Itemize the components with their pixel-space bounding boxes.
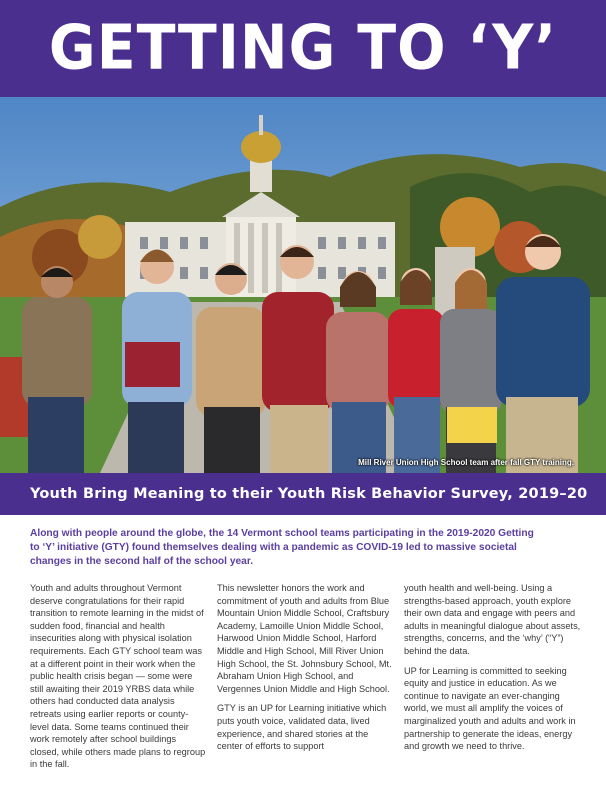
lede-paragraph: Along with people around the globe, the 14 Vermont school teams participating in the 2019-2020 Getting to ‘Y’ initiative (GTY) found themselves dealing with a pandemic as COVID-19 led to massive societal changes in the second half of the school year.	[30, 528, 534, 567]
body-column-1	[30, 582, 207, 778]
photo-caption: Mill River Union High School team after fall GTY training.	[358, 458, 574, 467]
body-paragraph: Youth and adults throughout Vermont deserve congratulations for their rapid transition to remote learning in the midst of sudden food, financial and health insecurities along with physical isolation requirements. Each GTY school team was at a different point in their work when the public health crisis began — some were still awaiting their 2019 YRBS data while others had conducted data analysis retreats using earlier reports or county-level data. Some teams continued their work remotely after school buildings closed, while others made plans to regroup in the fall.	[30, 583, 206, 770]
body-column-2	[217, 582, 394, 778]
newsletter-title: GETTING TO ‘Y’	[48, 12, 558, 84]
team-photo-illustration	[0, 97, 606, 473]
masthead	[0, 0, 606, 97]
subtitle-band	[0, 473, 606, 515]
body-paragraph: GTY is an UP for Learning initiative which puts youth voice, validated data, lived experience, and shared stories at the center of efforts to support	[217, 703, 387, 752]
article-subtitle: Youth Bring Meaning to their Youth Risk Behavior Survey, 2019–20	[30, 486, 588, 502]
body-column-3	[404, 582, 581, 778]
body-paragraph: youth health and well-being. Using a strengths-based approach, youth explore their own data and engage with peers and adults in meaningful dialogue about assets, strengths, concerns, and the ‘why’ (“Y”) behind the data.	[404, 583, 581, 656]
body-columns	[30, 582, 582, 778]
team-photo	[0, 97, 606, 473]
body-paragraph: UP for Learning is committed to seeking equity and justice in education. As we continue to navigate an ever-changing world, we must all amplify the voices of marginalized youth and adults and work in partnership to generate the ideas, energy and growth we need to thrive.	[404, 665, 576, 752]
body-paragraph: This newsletter honors the work and commitment of youth and adults from Blue Mountain Union Middle School, Craftsbury Academy, Lamoille Union Middle School, Harwood Union Middle School, Harford Middle and High School, Mill River Union High School, the St. Johnsbury School, Mt. Abraham Union High School, and Vergennes Union Middle and High School.	[217, 583, 392, 694]
